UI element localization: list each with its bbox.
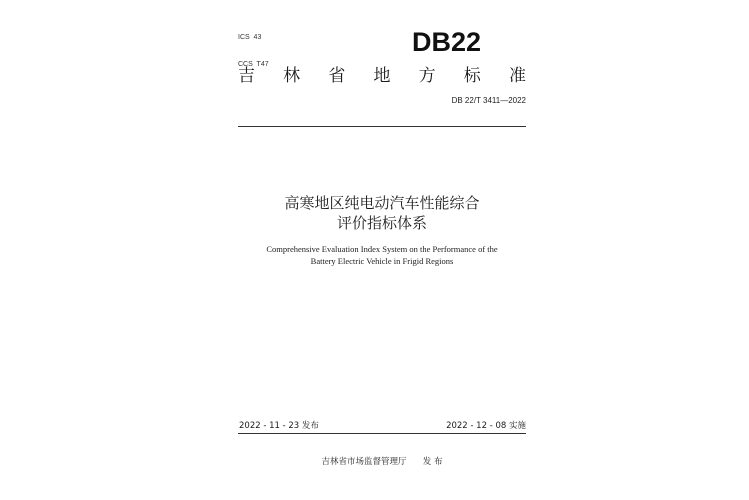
- implement-date: 2022 - 12 - 08 实施: [446, 421, 526, 431]
- title-cn-line: 高寒地区纯电动汽车性能综合: [284, 194, 480, 212]
- standard-type-char: 吉: [238, 66, 255, 86]
- ics-code: ICS 43: [238, 34, 262, 41]
- standard-type-char: 方: [418, 66, 436, 86]
- standard-type-char: 林: [283, 66, 301, 86]
- standard-number: DB 22/T 3411—2022: [451, 96, 526, 105]
- standard-type-char: 地: [373, 66, 391, 86]
- issue-date: 2022 - 11 - 23 发布: [239, 421, 319, 431]
- publisher: [200, 457, 564, 468]
- standard-type-title: [238, 64, 526, 88]
- document-title-en: [200, 243, 564, 267]
- ccs-code: CCS T47: [238, 61, 269, 68]
- footer-divider: [238, 433, 526, 434]
- db-logo: DB22: [412, 27, 482, 57]
- title-en-line: Battery Electric Vehicle in Frigid Regions: [310, 256, 454, 266]
- header-divider: [238, 126, 526, 127]
- publisher-text: 吉林省市场监督管理厅 发 布: [321, 457, 443, 467]
- standard-type-char: 准: [508, 66, 526, 86]
- title-cn-line: 评价指标体系: [336, 214, 427, 232]
- document-title-cn: [200, 193, 564, 233]
- standard-type-char: 标: [463, 66, 481, 86]
- title-en-line: Comprehensive Evaluation Index System on the Performance of the: [266, 244, 498, 254]
- standard-type-char: 省: [328, 66, 346, 86]
